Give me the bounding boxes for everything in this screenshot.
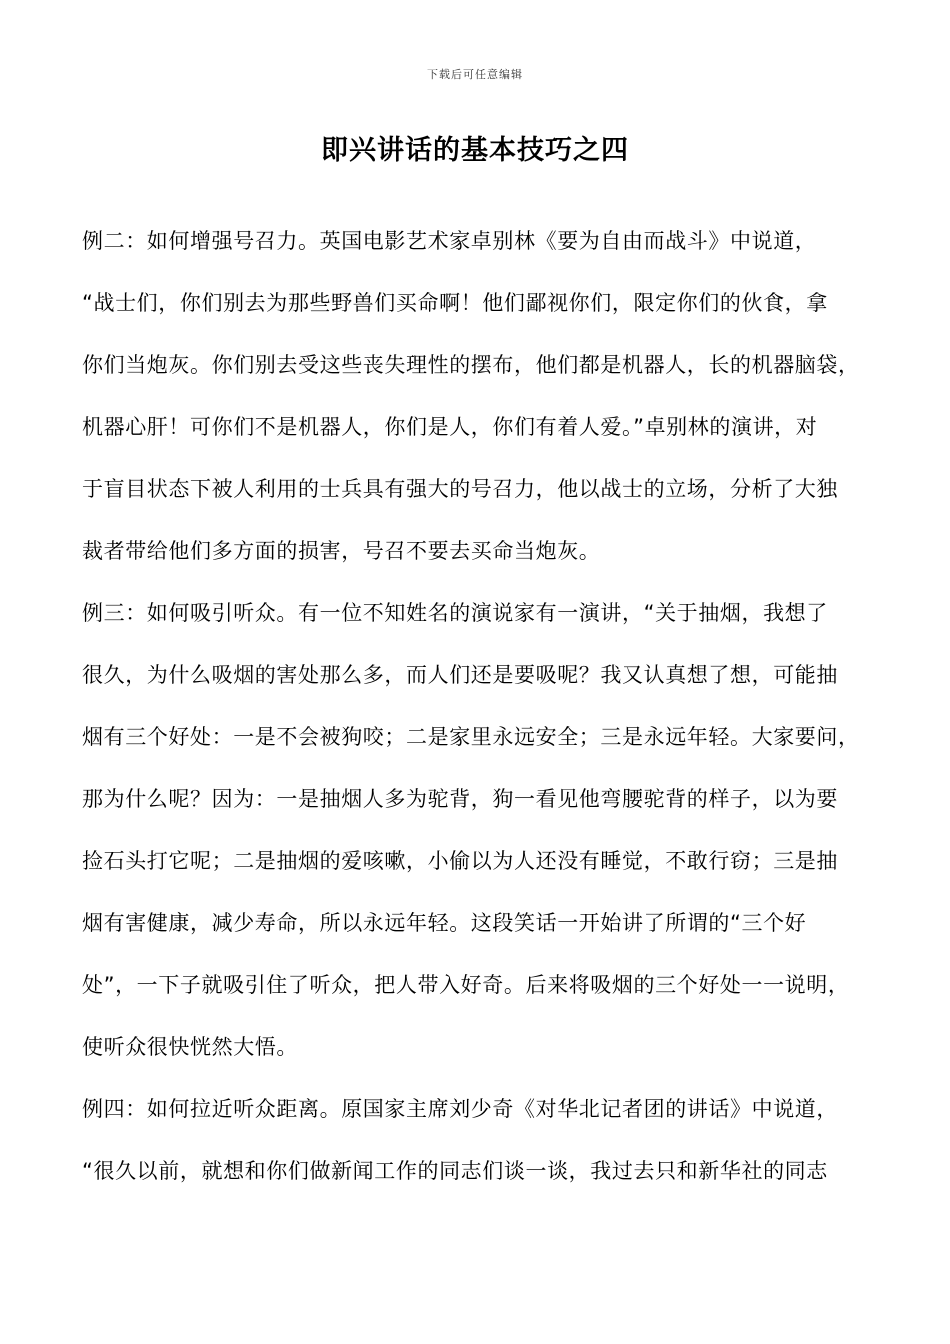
text-line: 例三：如何吸引听众。有一位不知姓名的演说家有一演讲，“关于抽烟，我想了 [82, 601, 828, 625]
document-body [82, 210, 882, 1202]
text-line: 捡石头打它呢；二是抽烟的爱咳嗽，小偷以为人还没有睡觉，不敢行窃；三是抽 [82, 849, 838, 873]
text-line: 烟有害健康，减少寿命，所以永远年轻。这段笑话一开始讲了所谓的“三个好 [82, 911, 807, 935]
paragraph-example-4 [82, 1078, 882, 1202]
text-line: 处”，一下子就吸引住了听众，把人带入好奇。后来将吸烟的三个好处一一说明， [82, 973, 850, 997]
text-line: 你们当炮灰。你们别去受这些丧失理性的摆布，他们都是机器人，长的机器脑袋， [82, 353, 860, 377]
text-line: 那为什么呢？因为：一是抽烟人多为驼背，狗一看见他弯腰驼背的样子，以为要 [82, 787, 838, 811]
text-line: 机器心肝！可你们不是机器人，你们是人，你们有着人爱。”卓别林的演讲，对 [82, 415, 818, 439]
text-line: 烟有三个好处：一是不会被狗咬；二是家里永远安全；三是永远年轻。大家要问， [82, 725, 860, 749]
text-line: 于盲目状态下被人利用的士兵具有强大的号召力，他以战士的立场，分析了大独 [82, 477, 838, 501]
text-line: 很久，为什么吸烟的害处那么多，而人们还是要吸呢？我又认真想了想，可能抽 [82, 663, 838, 687]
page-title: 即兴讲话的基本技巧之四 [321, 135, 629, 166]
text-line: 例二：如何增强号召力。英国电影艺术家卓别林《要为自由而战斗》中说道， [82, 229, 817, 253]
paragraph-example-2 [82, 210, 882, 582]
text-line: “战士们，你们别去为那些野兽们买命啊！他们鄙视你们，限定你们的伙食，拿 [82, 291, 828, 315]
text-line: “很久以前，就想和你们做新闻工作的同志们谈一谈，我过去只和新华社的同志 [82, 1159, 828, 1183]
text-line: 裁者带给他们多方面的损害，号召不要去买命当炮灰。 [82, 539, 601, 563]
text-line: 例四：如何拉近听众距离。原国家主席刘少奇《对华北记者团的讲话》中说道， [82, 1097, 838, 1121]
text-line: 使听众很快恍然大悟。 [82, 1035, 298, 1059]
header-note: 下载后可任意编辑 [427, 68, 523, 81]
paragraph-example-3 [82, 582, 882, 1078]
